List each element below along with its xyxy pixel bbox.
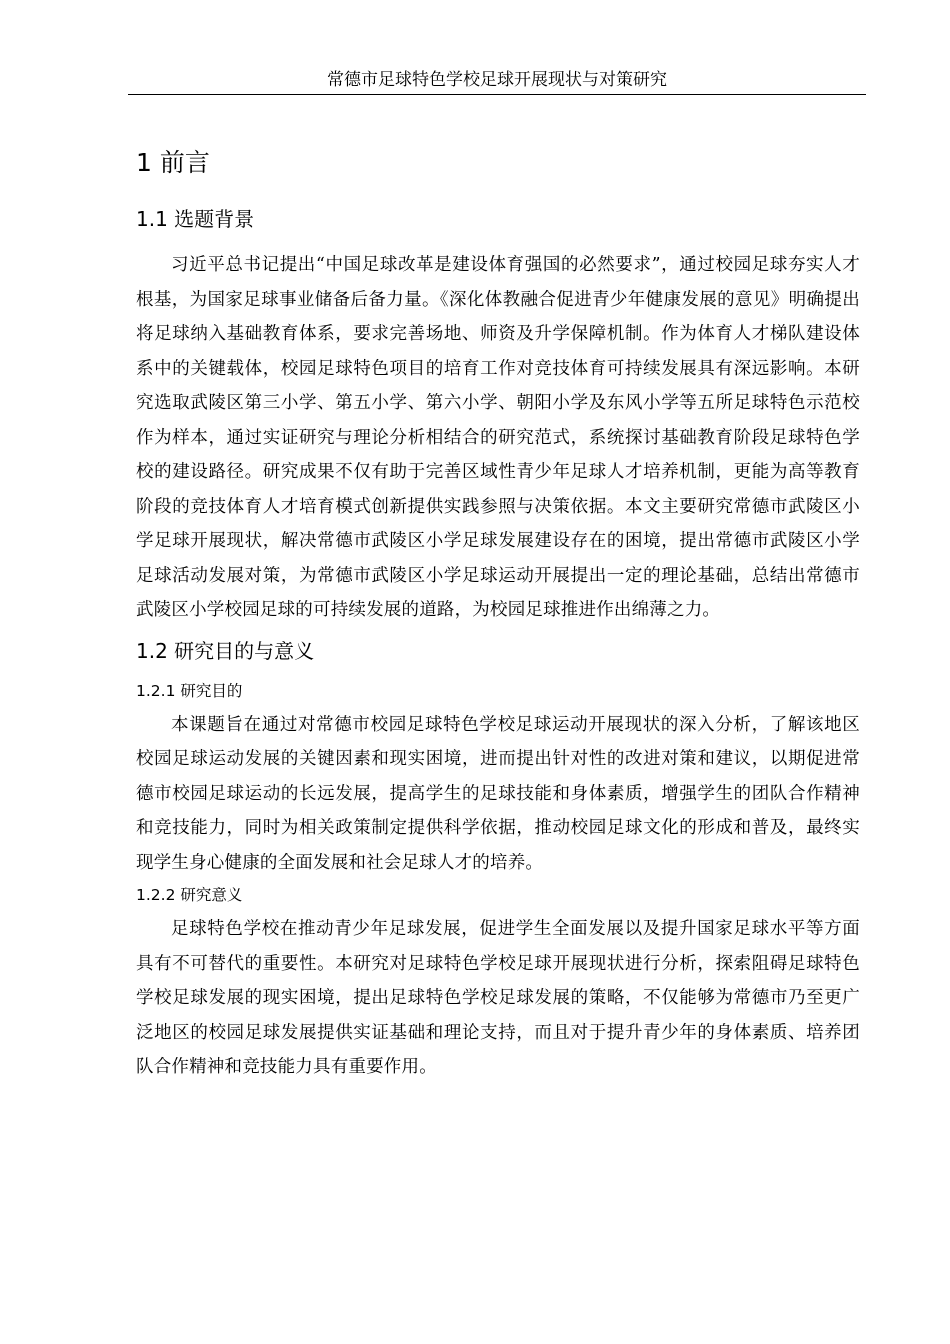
background-paragraph: 习近平总书记提出“中国足球改革是建设体育强国的必然要求”，通过校园足球夯实人才根基，为国家足球事业储备后备力量。《深化体教融合促进青少年健康发展的意见》明确提出将足球纳入基础教育体系，要求完善场地、师资及升学保障机制。作为体育人才梯队建设体系中的关键载体，校园足球特色项目的培育工作对竞技体育可持续发展具有深远影响。本研究选取武陵区第三小学、第五小学、第六小学、朝阳小学及东风小学等五所足球特色示范校作为样本，通过实证研究与理论分析相结合的研究范式，系统探讨基础教育阶段足球特色学校的建设路径。研究成果不仅有助于完善区域性青少年足球人才培养机制，更能为高等教育阶段的竞技体育人才培育模式创新提供实践参照与决策依据。本文主要研究常德市武陵区小学足球开展现状，解决常德市武陵区小学足球发展建设存在的困境，提出常德市武陵区小学足球活动发展对策，为常德市武陵区小学足球运动开展提出一定的理论基础，总结出常德市武陵区小学校园足球的可持续发展的道路，为校园足球推进作出绵薄之力。 <box>136 255 860 620</box>
section-heading-1-2: 1.2 研究目的与意义 <box>136 638 315 663</box>
purpose-paragraph: 本课题旨在通过对常德市校园足球特色学校足球运动开展现状的深入分析，了解该地区校园足球运动发展的关键因素和现实困境，进而提出针对性的改进对策和建议，以期促进常德市校园足球运动的长远发展，提高学生的足球技能和身体素质，增强学生的团队合作精神和竞技能力，同时为相关政策制定提供科学依据，推动校园足球文化的形成和普及，最终实现学生身心健康的全面发展和社会足球人才的培养。 <box>136 714 860 873</box>
section-heading-1-2-1: 1.2.1 研究目的 <box>136 681 243 700</box>
running-title: 常德市足球特色学校足球开展现状与对策研究 <box>327 70 667 90</box>
section-heading-1-1: 1.1 选题背景 <box>136 207 255 231</box>
section-heading-1: 1 前言 <box>136 148 210 177</box>
section-heading-1-2-2: 1.2.2 研究意义 <box>136 886 243 904</box>
page-content <box>136 140 860 1085</box>
significance-paragraph: 足球特色学校在推动青少年足球发展，促进学生全面发展以及提升国家足球水平等方面具有不可替代的重要性。本研究对足球特色学校足球开展现状进行分析，探索阻碍足球特色学校足球发展的现实困境，提出足球特色学校足球发展的策略，不仅能够为常德市乃至更广泛地区的校园足球发展提供实证基础和理论支持，而且对于提升青少年的身体素质、培养团队合作精神和竞技能力具有重要作用。 <box>136 919 860 1077</box>
running-header <box>128 68 866 95</box>
